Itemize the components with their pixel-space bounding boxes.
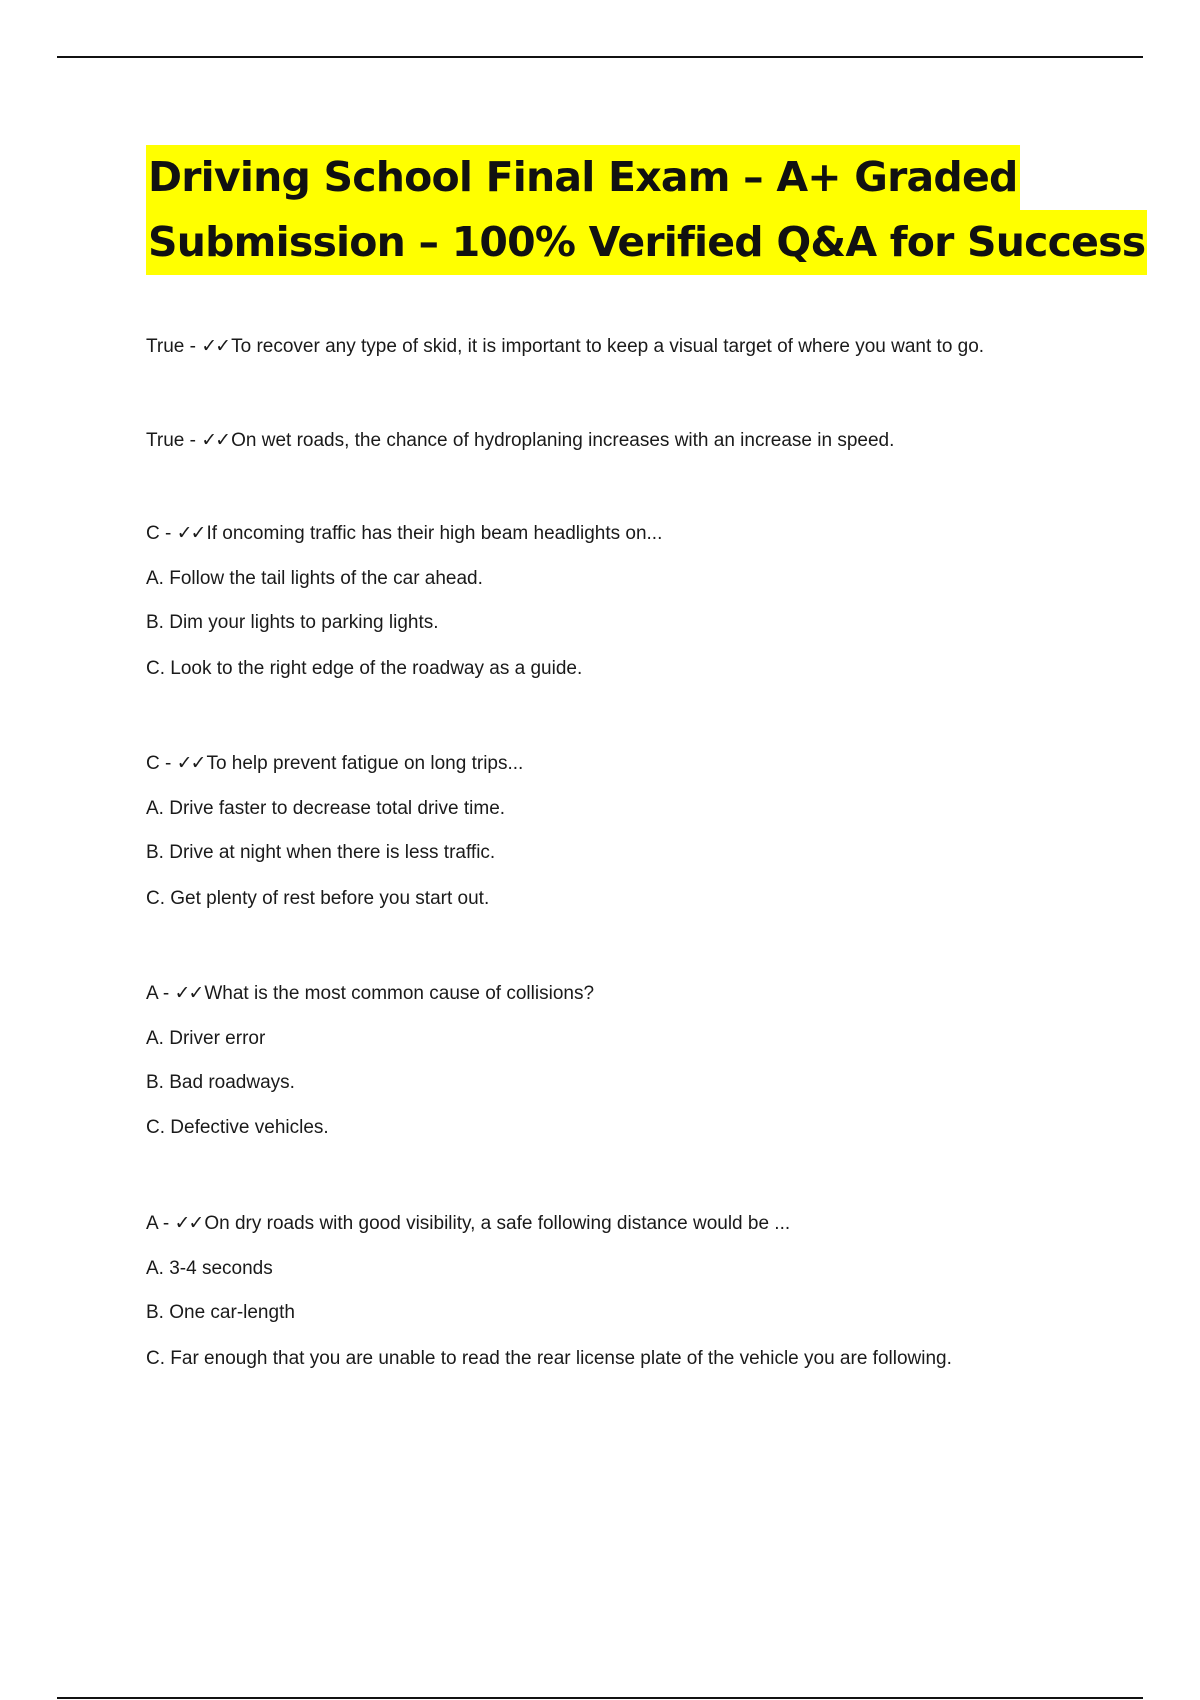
option-b: B. Bad roadways. <box>146 1072 295 1093</box>
answer-key: A - <box>146 1213 175 1234</box>
question-6 <box>146 1212 790 1235</box>
option-b: B. One car-length <box>146 1302 295 1323</box>
question-text: To recover any type of skid, it is important to keep a visual target of where you want to go. <box>231 336 985 357</box>
double-check-icon: ✓✓ <box>174 982 203 1004</box>
question-2 <box>146 429 894 452</box>
double-check-icon: ✓✓ <box>201 429 230 451</box>
answer-key: C - <box>146 753 177 774</box>
double-check-icon: ✓✓ <box>176 522 205 544</box>
question-3 <box>146 522 662 545</box>
double-check-icon: ✓✓ <box>176 752 205 774</box>
option-a: A. 3-4 seconds <box>146 1258 273 1279</box>
answer-key: True - <box>146 336 202 357</box>
question-5 <box>146 982 594 1005</box>
title-line-1: Driving School Final Exam – A+ Graded <box>146 145 1020 210</box>
question-text: What is the most common cause of collisions? <box>204 983 595 1004</box>
document-title <box>146 145 1146 275</box>
question-text: On wet roads, the chance of hydroplaning increases with an increase in speed. <box>231 430 895 451</box>
option-c: C. Look to the right edge of the roadway as a guide. <box>146 658 583 679</box>
answer-key: C - <box>146 523 177 544</box>
answer-key: True - <box>146 430 202 451</box>
option-b: B. Drive at night when there is less traffic. <box>146 842 496 863</box>
option-c: C. Defective vehicles. <box>146 1117 329 1138</box>
option-a: A. Follow the tail lights of the car ahead. <box>146 568 483 589</box>
question-4 <box>146 752 523 775</box>
footer-rule <box>57 1697 1143 1699</box>
header-rule <box>57 56 1143 58</box>
double-check-icon: ✓✓ <box>174 1212 203 1234</box>
option-a: A. Drive faster to decrease total drive time. <box>146 798 506 819</box>
question-text: If oncoming traffic has their high beam headlights on... <box>206 523 663 544</box>
option-b: B. Dim your lights to parking lights. <box>146 612 439 633</box>
option-c: C. Far enough that you are unable to read the rear license plate of the vehicle you are following. <box>146 1348 952 1369</box>
question-text: To help prevent fatigue on long trips... <box>206 753 524 774</box>
option-a: A. Driver error <box>146 1028 266 1049</box>
title-line-2: Submission – 100% Verified Q&A for Success <box>146 210 1147 275</box>
question-1 <box>146 335 984 358</box>
answer-key: A - <box>146 983 175 1004</box>
double-check-icon: ✓✓ <box>201 335 230 357</box>
question-text: On dry roads with good visibility, a safe following distance would be ... <box>204 1213 791 1234</box>
option-c: C. Get plenty of rest before you start out. <box>146 888 490 909</box>
